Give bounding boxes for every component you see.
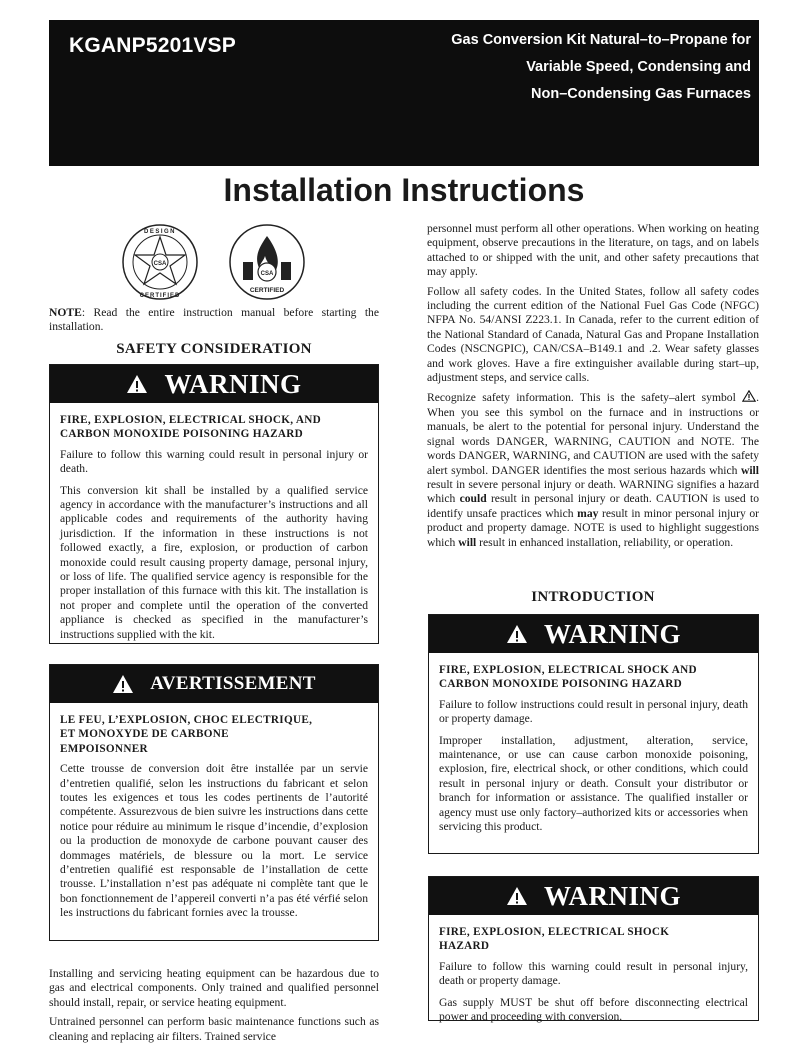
text-span: result in severe personal injury or death. WARNING signifies a hazard which: [427, 477, 759, 506]
text-span: . When you see this symbol on the furnace and in instructions or manuals, be alert to the potential for personal injury. Understand the signal words DANGER, WARNING, CAUTION and NOTE. The words DANGER, WARNING, and CAUTION are used with the safety alert symbol. DANGER identifies the most serious hazards which: [427, 391, 759, 477]
text-span: result in personal injury or death. CAUTION is used to identify unsafe practices which: [427, 492, 759, 520]
body-paragraph: personnel must perform all other operations. When working on heating equipment, observe precautions in the literature, on tags, and on labels attached to or shipped with the unit, and other safety precautions that may apply.: [427, 222, 759, 279]
emphasis: may: [577, 506, 599, 520]
hazard-title: [439, 925, 748, 954]
hazard-line: HAZARD: [439, 940, 490, 953]
warning-triangle-icon: [112, 674, 134, 694]
hazard-line: EMPOISONNER: [60, 742, 148, 755]
text-span: result in enhanced installation, reliability, or operation.: [476, 535, 734, 549]
warning-label: WARNING: [543, 880, 681, 911]
warning-triangle-icon: [506, 886, 528, 906]
hazard-line: LE FEU, L’EXPLOSION, CHOC ELECTRIQUE,: [60, 714, 313, 726]
hazard-line: FIRE, EXPLOSION, ELECTRICAL SHOCK: [439, 926, 670, 938]
right-column-text: [427, 222, 759, 555]
page-title: Installation Instructions: [223, 172, 585, 208]
hazard-title: [60, 713, 368, 756]
emphasis: could: [459, 492, 487, 506]
hazard-title: FIRE, EXPLOSION, ELECTRICAL SHOCK AND CARBON MONOXIDE POISONING HAZARD: [439, 664, 697, 691]
warning-box: [428, 614, 759, 854]
warning-paragraph: Failure to follow instructions could result in personal injury, death or property damage.: [439, 697, 748, 726]
avertissement-banner: [50, 665, 378, 703]
warning-paragraph: Cette trousse de conversion doit être installée par un servie d’entretien qualifié, selon les instructions du fabricant et selon toutes les exigences et tous les codes pertinents de l’autorité compétente. Assurezvous de bien suivre les instructions dans cette notice pour réduire au minimum le risque d’incendie, d’explosion ou la production de monoxyde de carbone pouvant causer des dommages matériels, de blessure ou la mort. Le service d’entretien qualifié est responsable de l’installation de cette trousse. L’installation n’est pas adéquate ni complète tant que le bon fonctionnement de l’appereil converti n’a pas été vérfié selon les instructions du fabricant fornies avec la trousse.: [60, 762, 368, 920]
left-bottom-text: [49, 967, 379, 1049]
avertissement-label: AVERTISSEMENT: [150, 673, 316, 694]
hazard-title: FIRE, EXPLOSION, ELECTRICAL SHOCK, AND CARBON MONOXIDE POISONING HAZARD: [60, 414, 321, 441]
subtitle-line: Gas Conversion Kit Natural–to–Propane for: [451, 32, 751, 48]
note-label: NOTE: [49, 306, 82, 319]
warning-box: [428, 876, 759, 1024]
emphasis: will: [458, 535, 477, 549]
model-number: KGANP5201VSP: [69, 34, 236, 57]
warning-banner: [50, 365, 378, 403]
body-paragraph: Installing and servicing heating equipment can be hazardous due to gas and electrical components. Only trained and qualified personnel should install, repair, or service heating equipment.: [49, 967, 379, 1009]
warning-banner: [429, 877, 758, 915]
warning-box: [49, 364, 379, 644]
warning-paragraph: Failure to follow this warning could result in personal injury, death or property damage.: [439, 959, 748, 988]
warning-triangle-icon: [126, 374, 148, 394]
safety-consideration-heading: SAFETY CONSIDERATION: [116, 341, 312, 357]
seal-csa-text: CSA: [153, 261, 167, 267]
seal-csa-text: CSA: [260, 271, 274, 277]
note-text: : Read the entire instruction manual before starting the installation.: [49, 306, 379, 334]
installation-note: [49, 306, 379, 340]
seal-design-text: DESIGN: [143, 229, 177, 235]
warning-label: WARNING: [164, 368, 302, 399]
body-paragraph: Untrained personnel can perform basic maintenance functions such as cleaning and replacing air filters. Trained service: [49, 1015, 379, 1043]
subtitle-line: Non–Condensing Gas Furnaces: [531, 86, 751, 102]
introduction-heading: INTRODUCTION: [531, 589, 655, 605]
text-span: result in minor personal injury or product and property damage. NOTE is used to highlight suggestions which: [427, 506, 759, 549]
certified-seal: [227, 222, 307, 302]
body-paragraph: Follow all safety codes. In the United States, follow all safety codes including the current edition of the National Fuel Gas Code (NFGC) NFPA No. 54/ANSI Z223.1. In Canada, refer to the current edition of the National Standard of Canada, Natural Gas and Propane Installation Codes (NSCNGPIC), CAN/CSA–B149.1 and .2. Wear safety glasses and work gloves. Have a fire extinguisher available during start–up, adjustment steps, and service calls.: [427, 284, 759, 385]
warning-triangle-icon: [506, 624, 528, 644]
seal-certified-text: CERTIFIED: [139, 293, 181, 299]
subtitle-line: Variable Speed, Condensing and: [526, 59, 751, 75]
header-band: [49, 20, 759, 166]
warning-paragraph: This conversion kit shall be installed by a qualified service agency in accordance with the manufacturer’s instructions and all applicable codes and requirements of the authority having jurisdiction. If the information in these instructions is not followed exactly, a fire, explosion, or production of carbon monoxide could result causing property damage, personal injury, or loss of life. The qualified service agency is responsible for the proper installation of this furnace with this kit. The installation is not proper and complete until the operation of the converted appliance is checked as specified in the manufacturer’s instructions supplied with the kit.: [60, 483, 368, 641]
warning-banner: [429, 615, 758, 653]
text-span: Recognize safety information. This is the safety–alert symbol: [427, 391, 743, 405]
design-certified-seal: [120, 222, 200, 302]
hazard-line: ET MONOXYDE DE CARBONE: [60, 728, 229, 741]
warning-paragraph: Gas supply MUST be shut off before disconnecting electrical power and proceeding with conversion.: [439, 995, 748, 1024]
avertissement-box: [49, 664, 379, 941]
document-subtitle: [391, 27, 751, 108]
warning-paragraph: Failure to follow this warning could result in personal injury or death.: [60, 447, 368, 476]
seal-certified-text: CERTIFIED: [249, 287, 285, 294]
certification-seals: [120, 222, 310, 302]
safety-alert-icon: [742, 391, 756, 404]
safety-alert-paragraph: [427, 390, 759, 549]
warning-label: WARNING: [543, 618, 681, 649]
emphasis: will: [740, 463, 759, 477]
warning-paragraph: Improper installation, adjustment, alteration, service, maintenance, or use can cause carbon monoxide poisoning, explosion, fire, electrical shock, or other conditions, which could result in personal injury or death. Consult your distributor or branch for information or assistance. The qualified installer or agency must use only factory–authorized kits or accessories when servicing this product.: [439, 733, 748, 834]
